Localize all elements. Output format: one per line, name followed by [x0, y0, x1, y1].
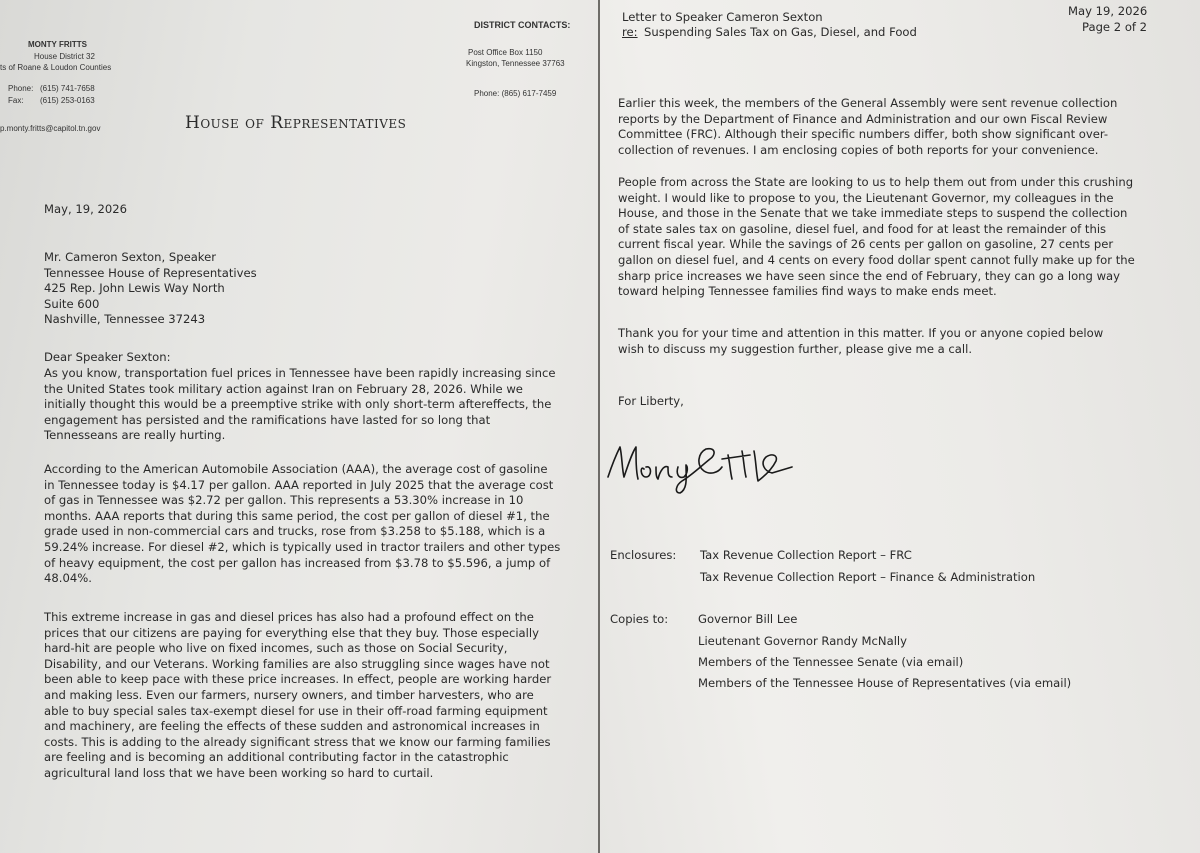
page2-header-title: Letter to Speaker Cameron Sexton: [622, 10, 823, 24]
enclosure-item: Tax Revenue Collection Report – FRC: [700, 548, 912, 562]
po-box: Post Office Box 1150: [468, 48, 543, 57]
district-phone: Phone: (865) 617-7459: [474, 89, 557, 98]
fax-label: Fax:: [8, 96, 24, 105]
house-district: House District 32: [34, 52, 95, 61]
letter-page-2: [600, 0, 1200, 853]
copy-recipient: Members of the Tennessee Senate (via email): [698, 655, 964, 669]
page2-paragraph-2: People from across the State are looking to us to help them out from under this crushing weight. I would like to propose to you, the Lieutenant Governor, my colleagues in the House, and those in the Senate that we take immediate steps to suspend the collection of state sales tax on gasoline, diesel fuel, and food for at least the remainder of this current fiscal year. While the savings of 26 cents per gallon on gasoline, 27 cents per gallon on diesel fuel, and 4 cents on every food dollar spent cannot fully make up for the sharp price increases we have seen since the end of February, they can go a long way toward helping Tennessee families find ways to make ends meet.: [618, 175, 1135, 299]
page-number: Page 2 of 2: [1082, 20, 1148, 34]
page2-paragraph-3: Thank you for your time and attention in this matter. If you or anyone copied below wish to discuss my suggestion further, please give me a call.: [618, 326, 1104, 356]
legislator-name: MONTY FRITTS: [28, 40, 87, 49]
body-paragraph-2: According to the American Automobile Association (AAA), the average cost of gasoline in Tennessee today is $4.17 per gallon. AAA reported in July 2025 that the average cost of gas in Tennessee was $2.72 per gallon. This represents a 53.30% increase in 10 months. AAA reports that during this same period, the cost per gallon of diesel #1, the grade used in non-commercial cars and trucks, rose from $3.258 to $5.188, which is a 59.24% increase. For diesel #2, which is typically used in tractor trailers and other types of heavy equipment, the cost per gallon has increased from $3.78 to $5.596, a jump of 48.04%.: [44, 462, 561, 586]
district-contacts-title: DISTRICT CONTACTS:: [474, 20, 571, 30]
page2-date: May 19, 2026: [1068, 4, 1148, 18]
address-line: Nashville, Tennessee 37243: [44, 312, 206, 327]
page2-subject: Suspending Sales Tax on Gas, Diesel, and Food: [644, 25, 917, 39]
copy-recipient: Lieutenant Governor Randy McNally: [698, 634, 908, 648]
letter-page-1: [0, 0, 598, 853]
copy-recipient: Governor Bill Lee: [698, 612, 798, 626]
email-address: p.monty.fritts@capitol.tn.gov: [0, 124, 101, 133]
enclosures-label: Enclosures:: [610, 548, 677, 562]
enclosure-item: Tax Revenue Collection Report – Finance & Administration: [700, 570, 1036, 584]
salutation: Dear Speaker Sexton:: [44, 350, 171, 364]
signature: [600, 425, 800, 495]
district-city: Kingston, Tennessee 37763: [466, 59, 565, 68]
house-of-representatives-title: House of Representatives: [185, 113, 407, 133]
counties: ts of Roane & Loudon Counties: [0, 63, 112, 72]
address-line: Tennessee House of Representatives: [44, 265, 257, 280]
page2-re-label: re:: [622, 25, 638, 39]
recipient-address: [44, 250, 584, 328]
copies-label: Copies to:: [610, 612, 669, 626]
address-line: Suite 600: [44, 296, 100, 311]
page2-paragraph-1: Earlier this week, the members of the General Assembly were sent revenue collection reports by the Department of Finance and Administration and our own Fiscal Review Committee (FRC). Although their specific numbers differ, both show significant over- collection of revenues. I am enclosing copies of both reports for your convenience.: [618, 96, 1118, 157]
body-paragraph-1: As you know, transportation fuel prices in Tennessee have been rapidly increasing since the United States took military action against Iran on February 28, 2026. While we initially thought this would be a preemptive strike with only short-term aftereffects, the engagement has persisted and the ramifications have lasted for so long that Tennesseans are really hurting.: [44, 366, 556, 443]
fax-number: (615) 253-0163: [40, 96, 95, 105]
phone-label: Phone:: [8, 84, 34, 93]
phone-number: (615) 741-7658: [40, 84, 95, 93]
address-line: 425 Rep. John Lewis Way North: [44, 281, 225, 296]
body-paragraph-3: This extreme increase in gas and diesel prices has also had a profound effect on the prices that our citizens are paying for everything else that they buy. Those especially hard-hit are people who live on fixed incomes, such as those on Social Security, Disability, and our Veterans. Working families are also struggling since wages have not been able to keep pace with these price increases. In effect, people are working harder and making less. Even our farmers, nursery owners, and timber harvesters, who are able to buy special sales tax-exempt diesel for use in their off-road farming equipment and machinery, are feeling the effects of these sudden and astronomical increases in costs. This is adding to the already significant stress that we know our farming families are feeling and is becoming an additional contributing factor in the catastrophic agricultural land loss that we have been working so hard to curtail.: [44, 610, 552, 780]
copy-recipient: Members of the Tennessee House of Representatives (via email): [698, 676, 1072, 690]
letter-date: May, 19, 2026: [44, 202, 127, 216]
address-line: Mr. Cameron Sexton, Speaker: [44, 250, 217, 264]
closing: For Liberty,: [618, 394, 684, 408]
